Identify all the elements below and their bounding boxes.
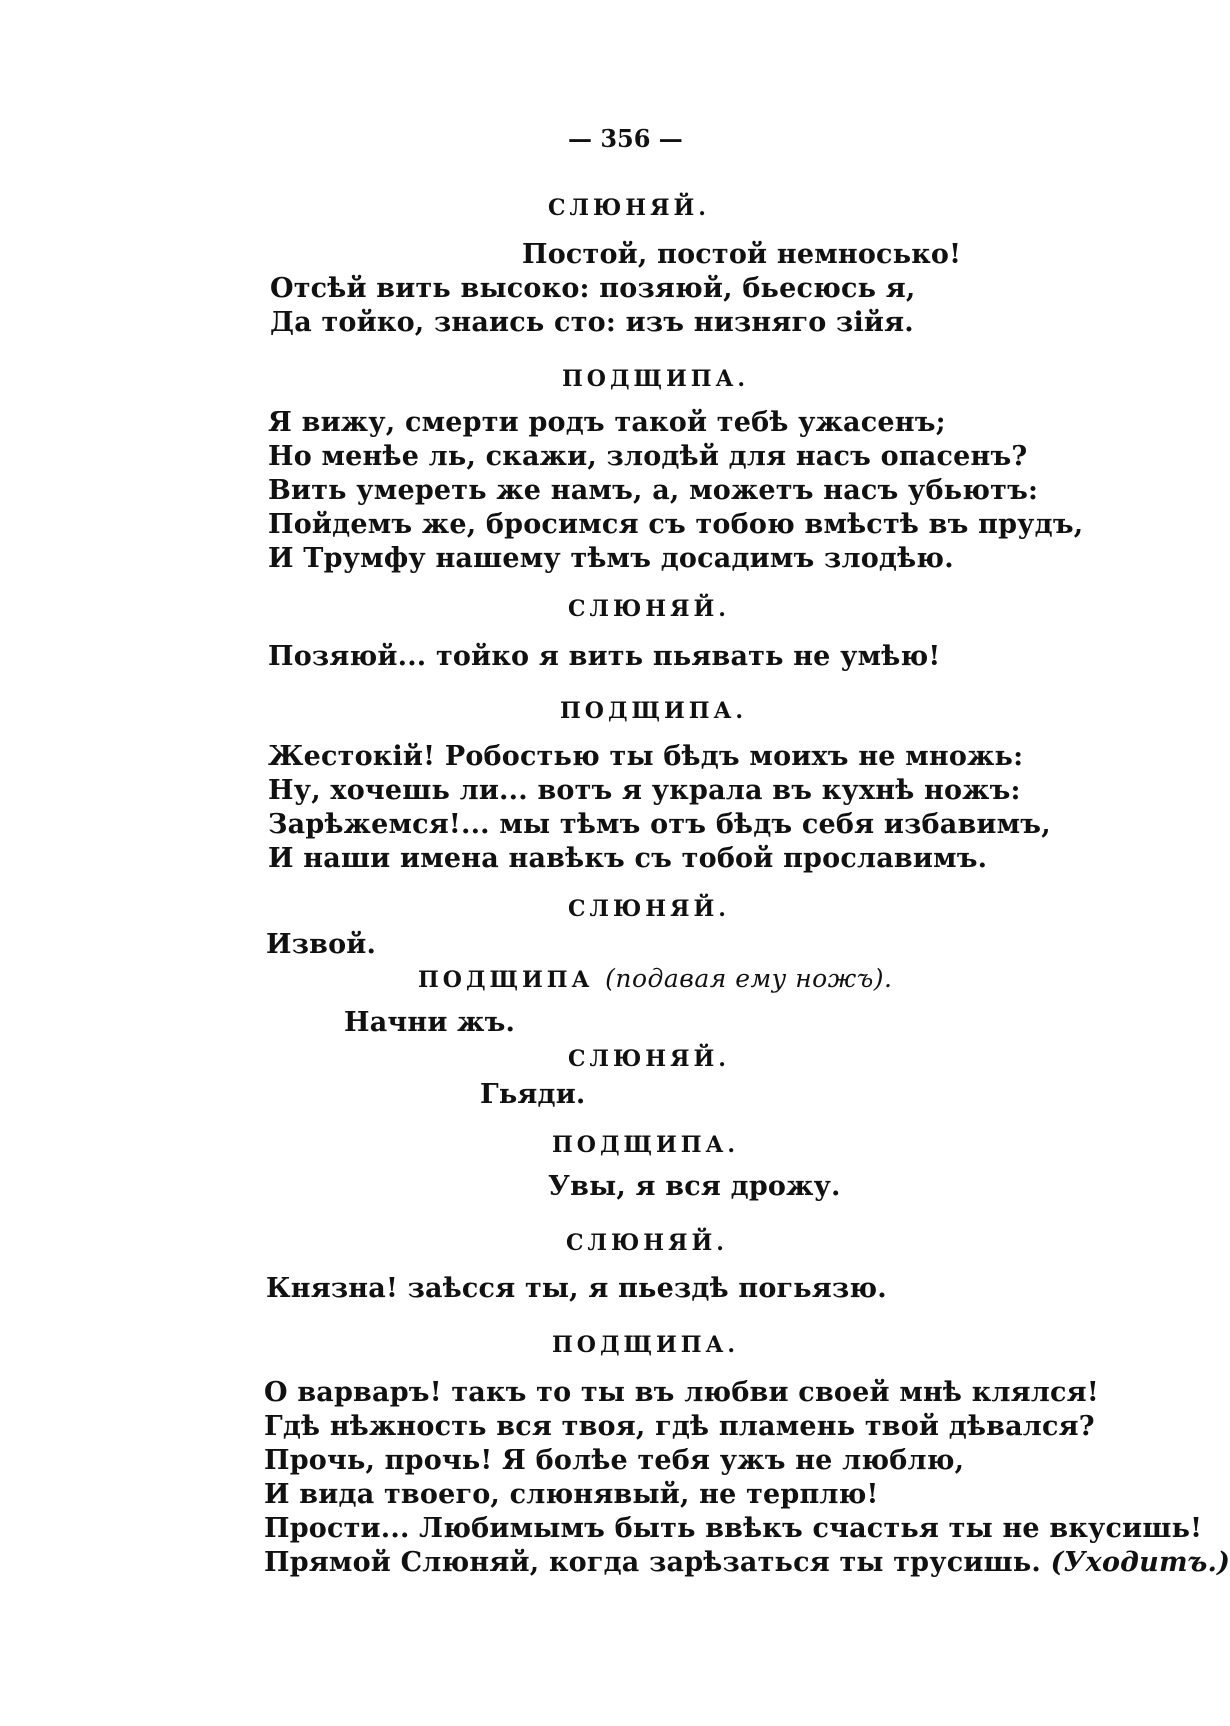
- speaker-name: ПОДЩИПА.: [560, 698, 748, 724]
- verse-line: Вить умереть же намъ, а, можетъ насъ убьютъ:: [268, 475, 1039, 506]
- exit-direction: (Уходитъ.): [1050, 1547, 1230, 1578]
- verse-line: Извой.: [266, 929, 377, 960]
- speaker-name: СЛЮНЯЙ.: [566, 1230, 728, 1256]
- verse-line: Ну, хочешь ли... вотъ я украла въ кухнѣ ножъ:: [268, 775, 1021, 806]
- verse-line: [264, 1546, 1230, 1579]
- speaker-name: СЛЮНЯЙ.: [548, 195, 710, 221]
- verse-line: Гдѣ нѣжность вся твоя, гдѣ пламень твой дѣвался?: [264, 1411, 1095, 1442]
- verse-line: Я вижу, смерти родъ такой тебѣ ужасенъ;: [268, 407, 946, 438]
- verse-line: Пойдемъ же, бросимся съ тобою вмѣстѣ въ прудъ,: [268, 509, 1084, 540]
- verse-line: Да тойко, знаись сто: изъ низняго зійя.: [270, 307, 914, 338]
- page-number: — 356 —: [568, 124, 683, 153]
- verse-line: Но менѣе ль, скажи, злодѣй для насъ опасенъ?: [268, 441, 1028, 472]
- verse-line: Прости... Любимымъ быть ввѣкъ счастья ты не вкусишь!: [264, 1513, 1203, 1544]
- verse-line: И вида твоего, слюнявый, не терплю!: [264, 1479, 879, 1510]
- verse-line: Отсѣй вить высоко: позяюй, бьесюсь я,: [270, 273, 916, 304]
- speaker-name: ПОДЩИПА.: [552, 1132, 740, 1158]
- speaker-name: СЛЮНЯЙ.: [568, 896, 730, 922]
- verse-line: И Трумфу нашему тѣмъ досадимъ злодѣю.: [268, 543, 954, 574]
- verse-line: Прочь, прочь! Я болѣе тебя ужъ не люблю,: [264, 1445, 965, 1476]
- speaker-name: СЛЮНЯЙ.: [568, 596, 730, 622]
- verse-line: Гьяди.: [480, 1079, 586, 1110]
- speaker-name: ПОДЩИПА.: [552, 1332, 740, 1358]
- verse-line: Жестокій! Робостью ты бѣдъ моихъ не множь:: [268, 741, 1024, 772]
- verse-line: Позяюй... тойко я вить пьявать не умѣю!: [268, 641, 941, 672]
- speaker-name: СЛЮНЯЙ.: [568, 1046, 730, 1072]
- verse-line: Начни жъ.: [344, 1007, 516, 1038]
- verse-line: И наши имена навѣкъ съ тобой прославимъ.: [268, 843, 988, 874]
- verse-line: Увы, я вся дрожу.: [548, 1171, 841, 1202]
- verse-line: Зарѣжемся!... мы тѣмъ отъ бѣдъ себя избавимъ,: [268, 809, 1051, 840]
- stage-direction: (подавая ему ножъ).: [605, 964, 893, 993]
- verse-line: Князна! заѣсся ты, я пьездѣ погьязю.: [266, 1273, 887, 1304]
- speaker-name: [418, 964, 893, 995]
- speaker-label: ПОДЩИПА: [418, 967, 594, 993]
- verse-text: Прямой Слюняй, когда зарѣзаться ты трусишь.: [264, 1547, 1041, 1578]
- verse-line: О варваръ! такъ то ты въ любви своей мнѣ клялся!: [264, 1377, 1099, 1408]
- speaker-name: ПОДЩИПА.: [562, 366, 750, 392]
- verse-line: Постой, постой немносько!: [522, 239, 962, 270]
